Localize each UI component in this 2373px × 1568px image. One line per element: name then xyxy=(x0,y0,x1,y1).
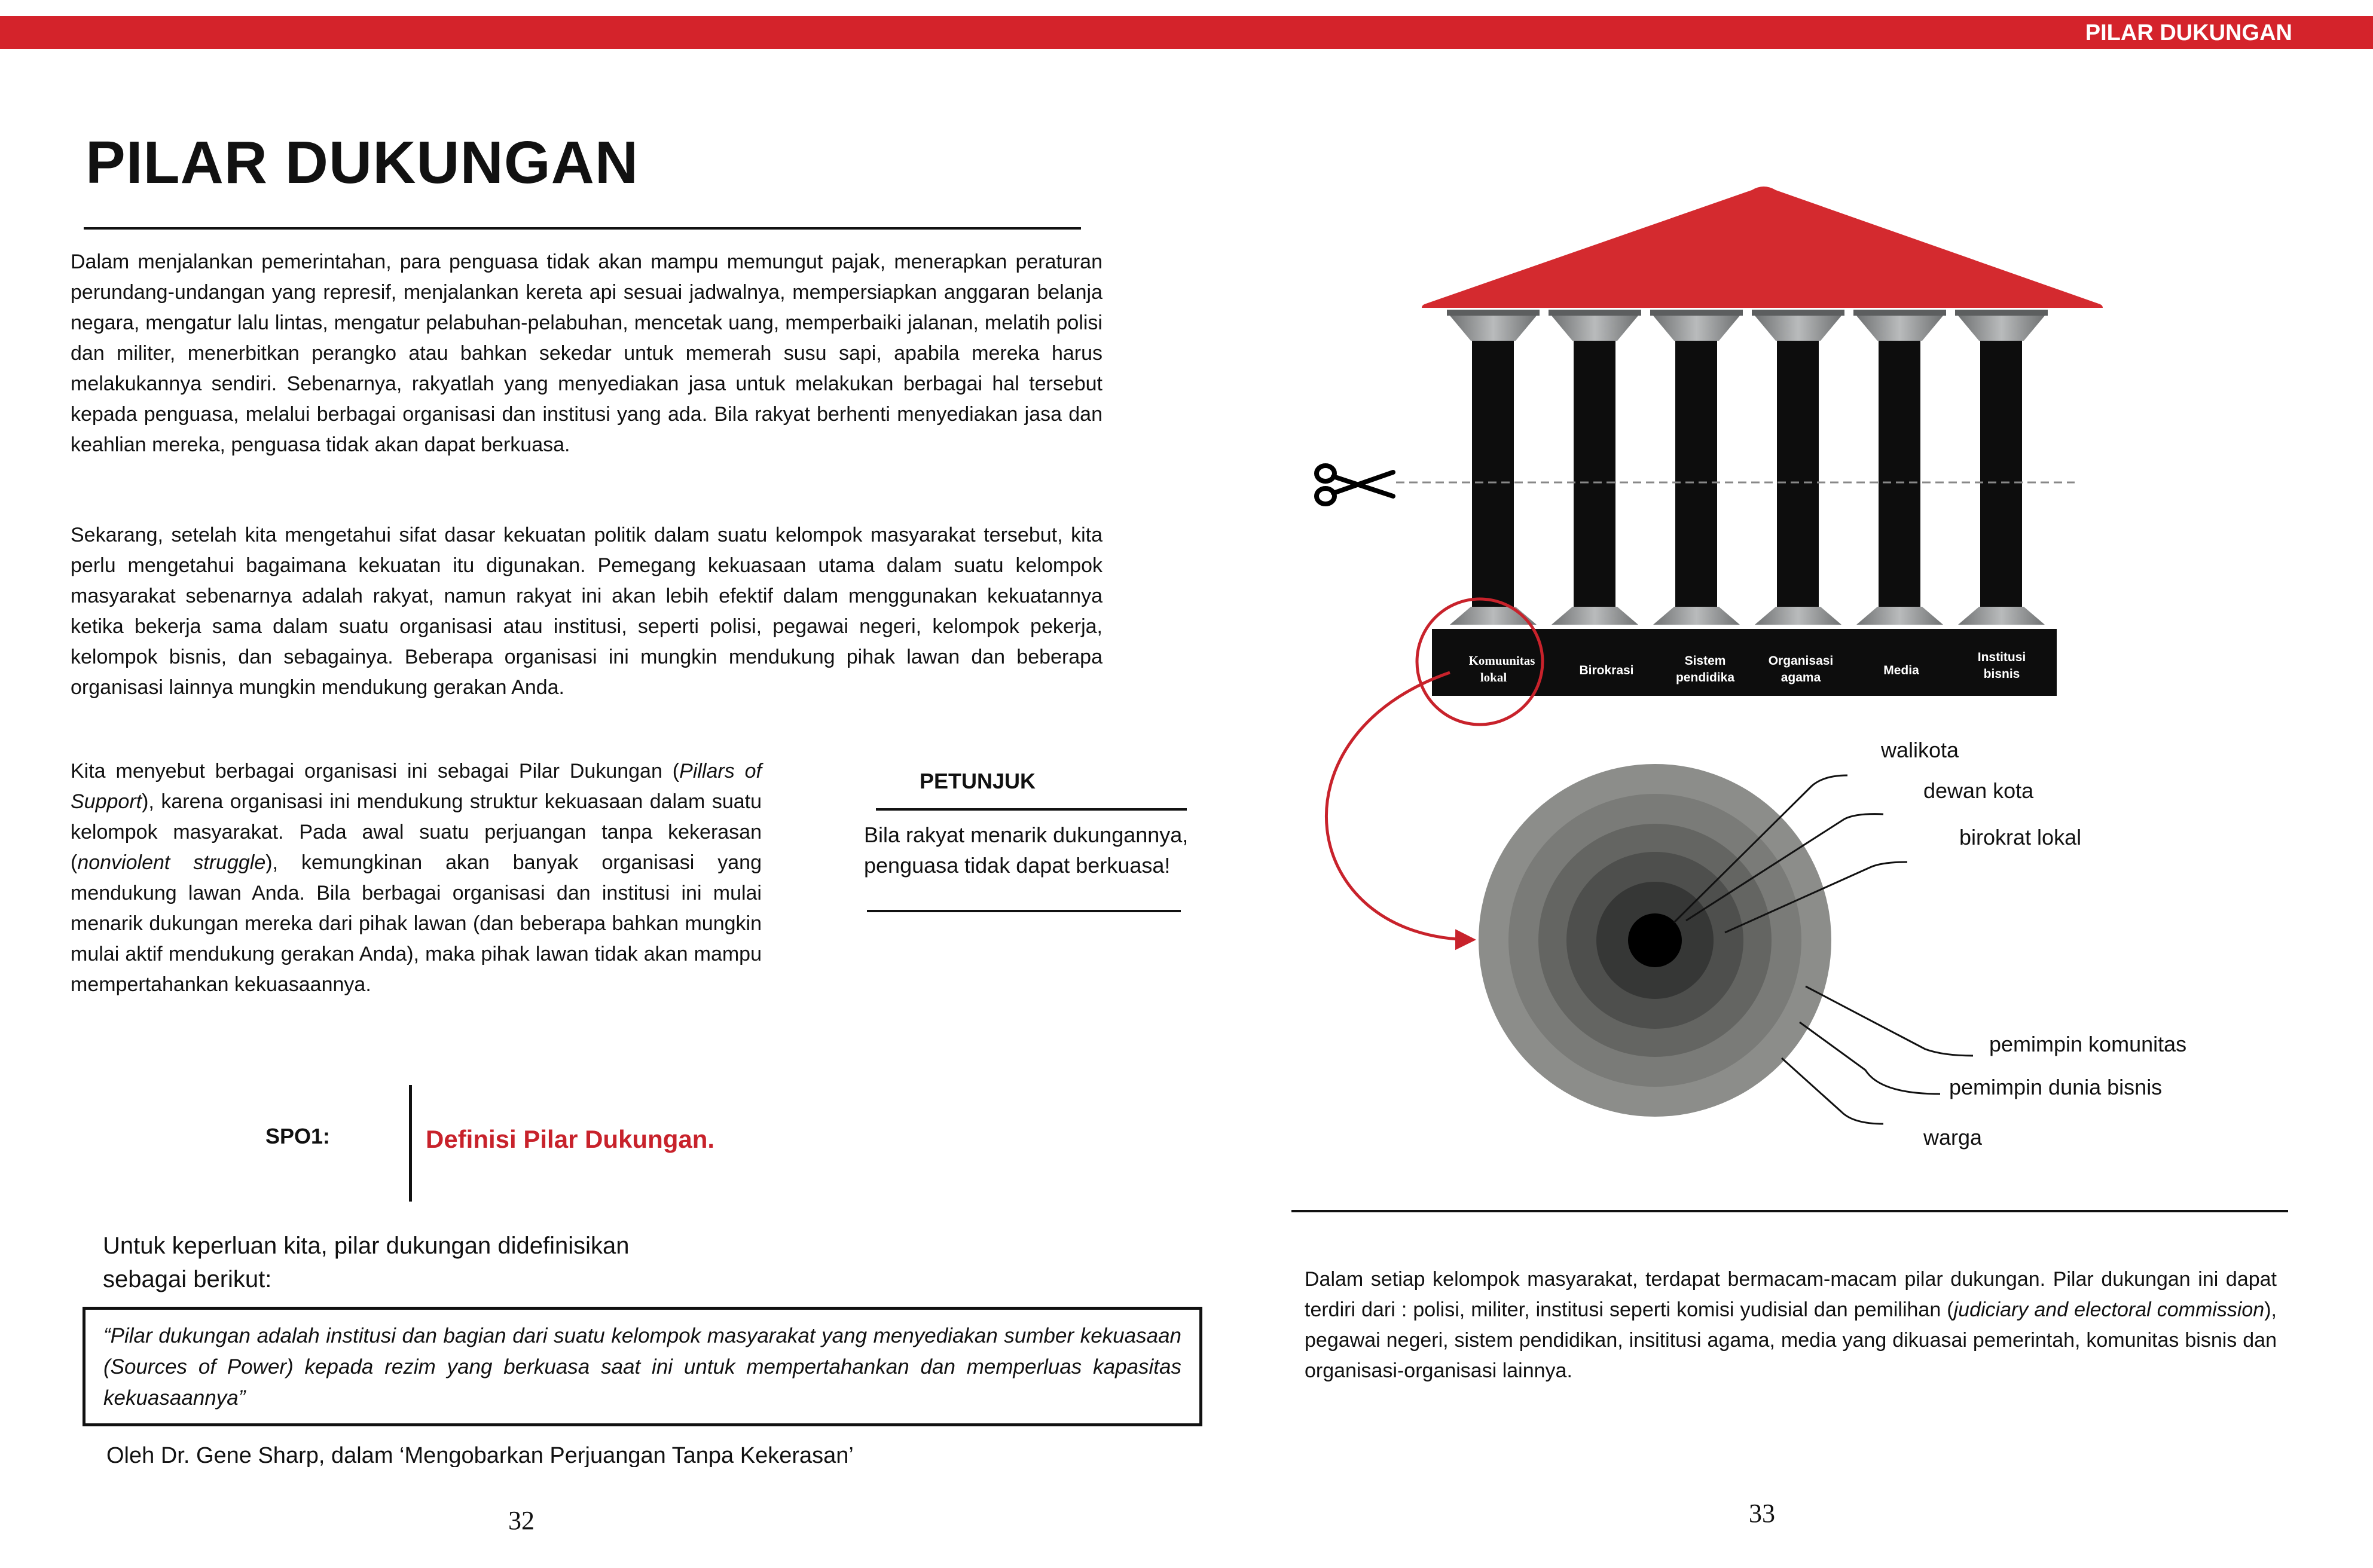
header-label: PILAR DUKUNGAN xyxy=(2085,20,2292,45)
pillar-label-1-line1: Komuunitas xyxy=(1468,653,1535,668)
leader-line-warga xyxy=(1782,1058,1883,1124)
pillar-4 xyxy=(1752,310,1844,625)
pillar-label-1-line2: lokal xyxy=(1480,670,1507,684)
pillar-3 xyxy=(1650,310,1743,625)
label-warga: warga xyxy=(1923,1125,1983,1150)
pillar-label-5-line1: Media xyxy=(1883,664,1919,677)
temple-roof xyxy=(1422,187,2103,308)
right-divider xyxy=(1291,1210,2288,1212)
page-number-left: 32 xyxy=(508,1506,535,1535)
right-paragraph-part-2: ), pegawai negeri, sistem pendidikan, insititusi agama, media yang dikuasai pemerintah, komunitas bisnis dan organisasi-organisasi lainnya. xyxy=(1305,1298,2277,1382)
right-paragraph xyxy=(1305,1264,2277,1386)
right-paragraph-italic: judiciary and electoral commission xyxy=(1953,1298,2265,1321)
label-pemimpin-komunitas: pemimpin komunitas xyxy=(1989,1032,2187,1056)
spo-label: SPO1: xyxy=(265,1124,331,1148)
pillar-1 xyxy=(1447,310,1540,625)
header-bar xyxy=(0,16,2373,49)
quote-box xyxy=(83,1307,1202,1426)
petunjuk-top-rule xyxy=(876,808,1187,811)
pillar-6 xyxy=(1955,310,2048,625)
page-number-right: 33 xyxy=(1749,1499,1775,1528)
petunjuk-text: Bila rakyat menarik dukungannya, penguasa tidak dapat berkuasa! xyxy=(864,823,1189,878)
definition-intro: Untuk keperluan kita, pilar dukungan didefinisikan sebagai berikut: xyxy=(103,1233,630,1292)
label-pemimpin-dunia-bisnis: pemimpin dunia bisnis xyxy=(1949,1075,2163,1099)
concentric-circles xyxy=(1479,764,1831,1117)
leader-line-pemimpin-dunia-bisnis xyxy=(1800,1022,1940,1094)
paragraph-3-italic-1: Pillars of Support xyxy=(71,760,762,813)
pillar-label-4-line2: agama xyxy=(1780,671,1821,684)
scissors-icon xyxy=(1317,466,1393,504)
paragraph-3-part-1: Kita menyebut berbagai organisasi ini sebagai Pilar Dukungan ( xyxy=(71,760,680,783)
label-birokrat-lokal: birokrat lokal xyxy=(1959,825,2082,849)
paragraph-3-part-2: ), karena organisasi ini mendukung struktur kekuasaan dalam suatu kelompok masyarakat. Pada awal suatu perjuangan tanpa kekerasan ( xyxy=(71,790,762,874)
pillar-2 xyxy=(1549,310,1641,625)
pillar-label-3-line1: Sistem xyxy=(1684,654,1726,668)
spo-title: Definisi Pilar Dukungan. xyxy=(426,1125,715,1153)
pillar-label-6-line2: bisnis xyxy=(1983,667,2020,681)
pillar-label-3-line2: pendidika xyxy=(1675,671,1735,684)
pillar-label-2-line1: Birokrasi xyxy=(1579,664,1634,677)
petunjuk-bottom-rule xyxy=(867,910,1181,912)
right-paragraph-part-1: Dalam setiap kelompok masyarakat, terdapat bermacam-macam pilar dukungan. Pilar dukungan ini dapat terdiri dari : polisi, militer, institusi seperti komisi yudisial dan pemilihan ( xyxy=(1305,1268,2277,1321)
page-title: PILAR DUKUNGAN xyxy=(85,129,639,196)
highlight-arrow xyxy=(1326,673,1472,940)
paragraph-1: Dalam menjalankan pemerintahan, para penguasa tidak akan mampu memungut pajak, menerapkan peraturan perundang-undangan yang represif, menjalankan kereta api sesuai jadwalnya, mempersiapkan anggaran belanja negara, mengatur lalu lintas, mengatur pelabuhan-pelabuhan, mencetak uang, memperbaiki jalanan, melatih polisi dan militer, menerbitkan perangko atau bahkan sekedar untuk memerah susu sapi, apabila mereka harus melakukannya sendiri. Sebenarnya, rakyatlah yang menyediakan jasa untuk melakukan berbagai hal tersebut kepada penguasa, melalui berbagai organisasi dan institusi yang ada. Bila rakyat berhenti menyediakan jasa dan keahlian mereka, penguasa tidak akan dapat berkuasa. xyxy=(71,250,1102,456)
label-walikota: walikota xyxy=(1881,738,1959,762)
paragraph-3-part-3: ), kemungkinan akan banyak organisasi yang mendukung lawan Anda. Bila berbagai organisasi dan institusi ini mulai menarik dukungan mereka dari pihak lawan (dan beberapa bahkan mungkin mulai aktif mendukung gerakan Anda), maka pihak lawan tidak akan mampu mempertahankan kekuasaannya. xyxy=(71,851,762,996)
paragraph-3-italic-2: nonviolent struggle xyxy=(77,851,266,874)
label-dewan-kota: dewan kota xyxy=(1923,778,2034,803)
quote-text: “Pilar dukungan adalah institusi dan bagian dari suatu kelompok masyarakat yang menyediakan sumber kekuasaan (Sources of Power) kepada rezim yang berkuasa saat ini untuk mempertahankan dan memperluas kapasitas kekuasaannya” xyxy=(103,1324,1181,1410)
pillar-label-6-line1: Institusi xyxy=(1977,650,2026,664)
quote-author: Oleh Dr. Gene Sharp, dalam ‘Mengobarkan Perjuangan Tanpa Kekerasan’ xyxy=(106,1443,854,1467)
spo-divider xyxy=(409,1085,412,1202)
paragraph-2: Sekarang, setelah kita mengetahui sifat dasar kekuatan politik dalam suatu kelompok masyarakat tersebut, kita perlu mengetahui bagaimana kekuatan itu digunakan. Pemegang kekuasaan utama dalam suatu kelompok masyarakat sebenarnya adalah rakyat, namun rakyat ini akan lebih efektif dalam menggunakan kekuatannya ketika bekerja sama dalam suatu organisasi atau institusi, seperti polisi, pegawai negeri, kelompok pekerja, kelompok bisnis, dan sebagainya. Beberapa organisasi ini mungkin mendukung pihak lawan dan beberapa organisasi lainnya mungkin mendukung gerakan Anda. xyxy=(71,524,1102,699)
pillar-5 xyxy=(1853,310,1946,625)
pillar-label-4-line1: Organisasi xyxy=(1768,654,1834,668)
title-underline xyxy=(84,227,1081,230)
petunjuk-title: PETUNJUK xyxy=(920,769,1036,793)
paragraph-3 xyxy=(71,756,762,1000)
